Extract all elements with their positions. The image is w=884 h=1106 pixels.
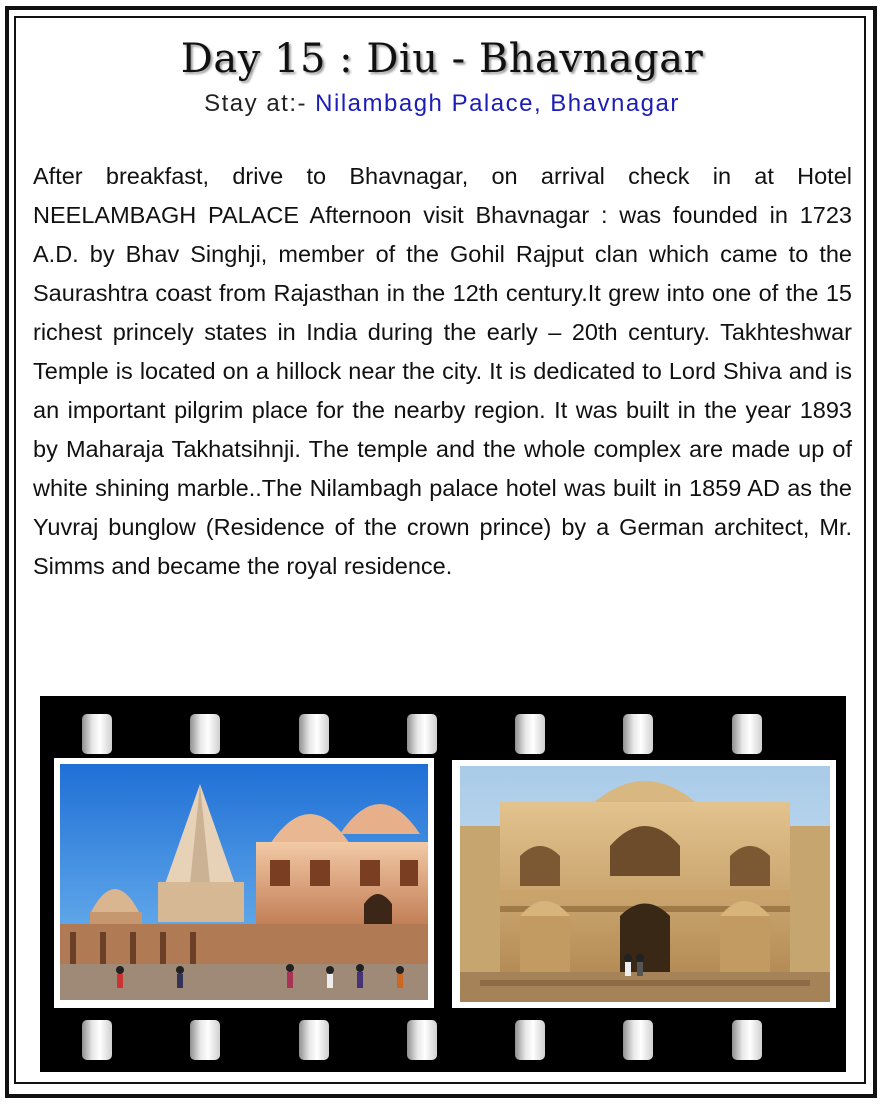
sprocket-hole	[190, 714, 220, 754]
day-description: After breakfast, drive to Bhavnagar, on arrival check in at Hotel NEELAMBAGH PALACE Afternoon visit Bhavnagar : was founded in 1723 A.D. by Bhav Singhji, member of the Gohil Rajput clan which came to the Saurashtra coast from Rajasthan in the 12th century.It grew into one of the 15 richest princely states in India during the early – 20th century. Takhteshwar Temple is located on a hillock near the city. It is dedicated to Lord Shiva and is an important pilgrim place for the nearby region. It was built in the year 1893 by Maharaja Takhatsihnji. The temple and the whole complex are made up of white shining marble..The Nilambagh palace hotel was built in 1859 AD as the Yuvraj bunglow (Residence of the crown prince) by a German architect, Mr. Simms and became the royal residence.	[33, 163, 852, 579]
sprocket-hole	[623, 1020, 653, 1060]
filmstrip	[40, 696, 846, 1072]
temple-complex-photo	[60, 764, 428, 1000]
sprocket-hole	[299, 1020, 329, 1060]
sprocket-hole	[515, 1020, 545, 1060]
page-title: Day 15 : Diu - Bhavnagar	[180, 36, 704, 82]
stay-place: Nilambagh Palace, Bhavnagar	[315, 90, 680, 117]
sprocket-hole	[407, 1020, 437, 1060]
stay-line	[0, 90, 884, 118]
sprocket-hole	[82, 1020, 112, 1060]
carved-temple-facade-photo	[460, 766, 830, 1002]
stay-prefix: Stay at:-	[204, 90, 316, 117]
sprocket-hole	[82, 714, 112, 754]
sprocket-hole	[407, 714, 437, 754]
sprocket-hole	[732, 714, 762, 754]
sprocket-hole	[190, 1020, 220, 1060]
sprocket-hole	[515, 714, 545, 754]
sprocket-hole	[732, 1020, 762, 1060]
sprocket-hole	[299, 714, 329, 754]
sprocket-hole	[623, 714, 653, 754]
